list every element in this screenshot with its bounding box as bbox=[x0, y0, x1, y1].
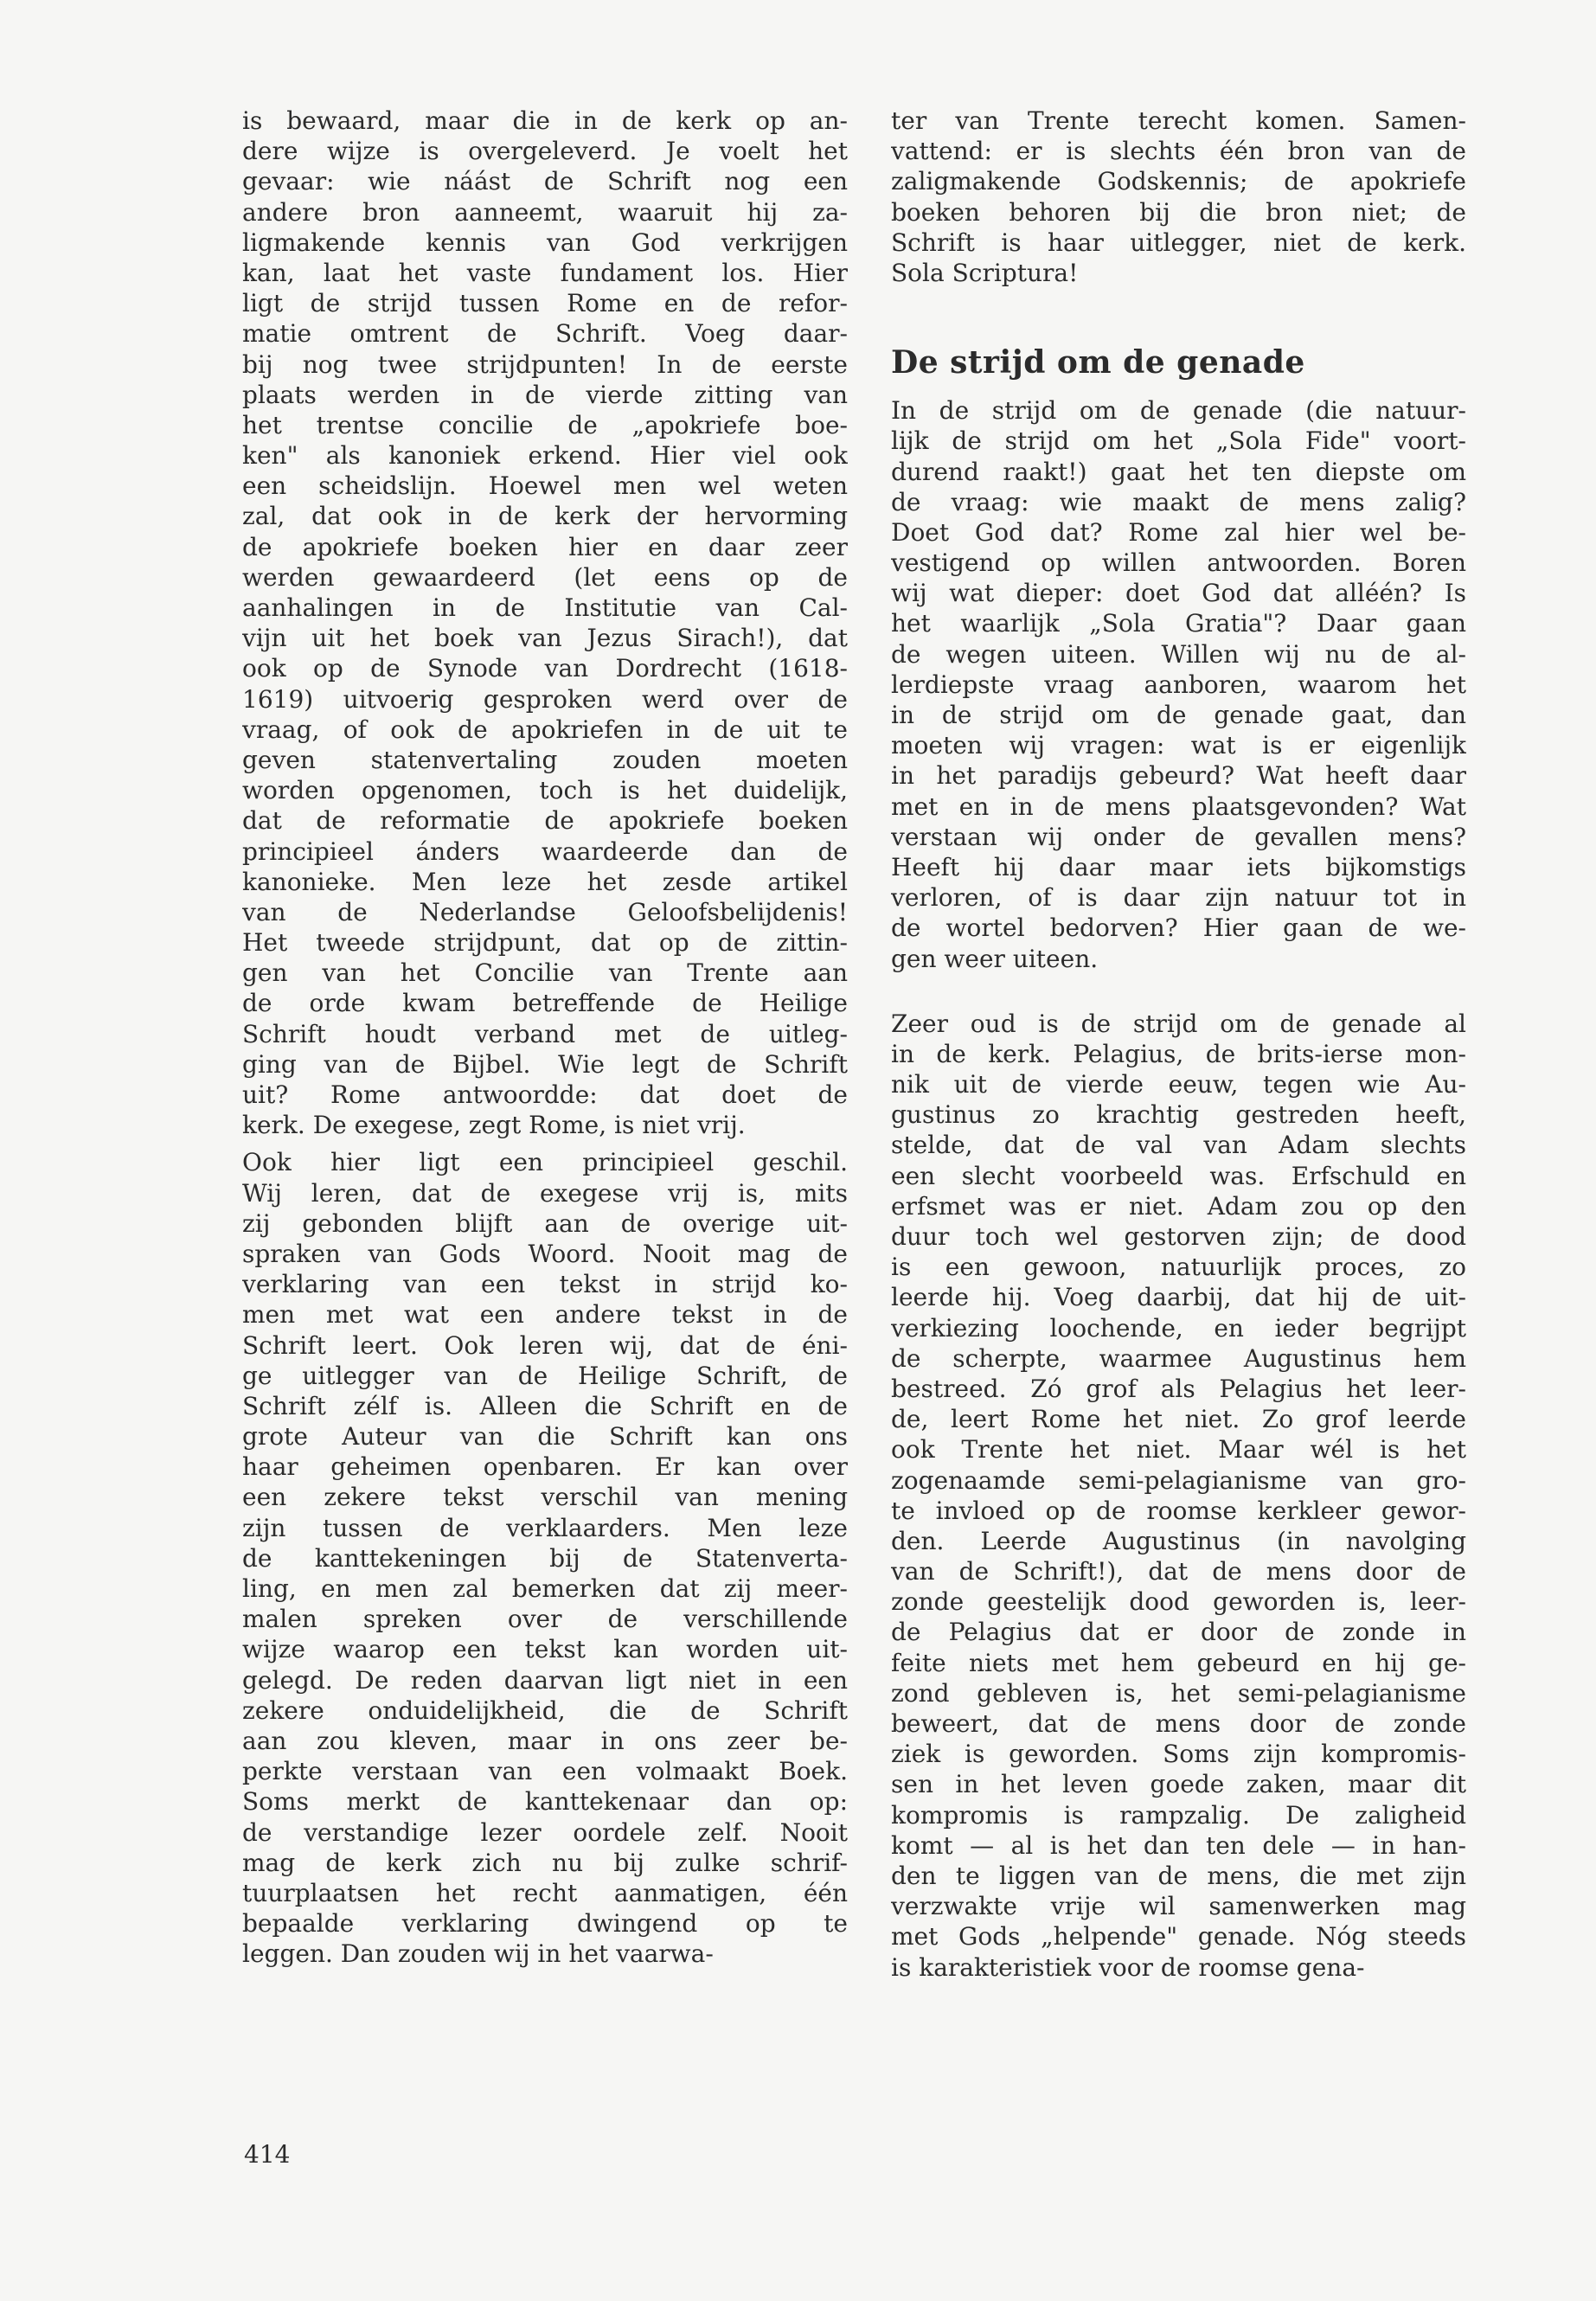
text-line: wij wat dieper: doet God dat alléén? Is bbox=[891, 579, 1466, 608]
text-line: Het tweede strijdpunt, dat op de zittin- bbox=[242, 928, 848, 958]
text-line: de kanttekeningen bij de Statenverta- bbox=[242, 1543, 848, 1573]
text-line: Schrift leert. Ook leren wij, dat de éni- bbox=[242, 1330, 848, 1360]
text-line: kerk. De exegese, zegt Rome, is niet vrij. bbox=[242, 1111, 746, 1140]
text-line: zekere onduidelijkheid, die de Schrift bbox=[242, 1695, 848, 1725]
text-line: de orde kwam betreffende de Heilige bbox=[242, 989, 848, 1018]
text-line: de wegen uiteen. Willen wij nu de al- bbox=[891, 639, 1466, 669]
text-line: verkiezing loochende, en ieder begrijpt bbox=[891, 1313, 1466, 1343]
text-line: Heeft hij daar maar iets bijkomstigs bbox=[891, 852, 1466, 881]
text-line: de scherpte, waarmee Augustinus hem bbox=[891, 1343, 1466, 1373]
text-line: 1619) uitvoerig gesproken werd over de bbox=[242, 684, 848, 714]
text-line: leerde hij. Voeg daarbij, dat hij de uit- bbox=[891, 1283, 1466, 1312]
text-line: verzwakte vrije wil samenwerken mag bbox=[891, 1892, 1466, 1921]
text-line: het trentse concilie de „apokriefe boe- bbox=[242, 410, 848, 439]
text-line: stelde, dat de val van Adam slechts bbox=[891, 1131, 1466, 1160]
text-line: ging van de Bijbel. Wie legt de Schrift bbox=[242, 1049, 848, 1079]
text-line: in de strijd om de genade gaat, dan bbox=[891, 701, 1466, 729]
text-line: durend raakt!) gaat het ten diepste om bbox=[891, 457, 1466, 486]
text-line: het waarlijk „Sola Gratia"? Daar gaan bbox=[891, 609, 1466, 638]
text-line: van de Schrift!), dat de mens door de bbox=[891, 1557, 1466, 1586]
text-line: is bewaard, maar die in de kerk op an- bbox=[242, 106, 848, 135]
text-line: geven statenvertaling zouden moeten bbox=[242, 745, 848, 774]
text-line: dere wijze is overgeleverd. Je voelt het bbox=[242, 137, 848, 166]
text-line: Ook hier ligt een principieel geschil. bbox=[242, 1148, 848, 1177]
text-line: duur toch wel gestorven zijn; de dood bbox=[891, 1222, 1466, 1251]
text-line: mag de kerk zich nu bij zulke schrif- bbox=[242, 1848, 848, 1877]
text-line: een slecht voorbeeld was. Erfschuld en bbox=[891, 1161, 1466, 1190]
text-line: uit? Rome antwoordde: dat doet de bbox=[242, 1080, 848, 1109]
text-line: aan zou kleven, maar in ons zeer be- bbox=[242, 1726, 848, 1755]
text-line: vijn uit het boek van Jezus Sirach!), dat bbox=[242, 624, 848, 653]
text-line: In de strijd om de genade (die natuur- bbox=[891, 396, 1466, 426]
text-line: plaats werden in de vierde zitting van bbox=[242, 380, 848, 409]
text-line: de Pelagius dat er door de zonde in bbox=[891, 1618, 1466, 1647]
text-line: is een gewoon, natuurlijk proces, zo bbox=[891, 1253, 1466, 1282]
text-line: de wortel bedorven? Hier gaan de we- bbox=[891, 913, 1466, 943]
text-line: haar geheimen openbaren. Er kan over bbox=[242, 1452, 848, 1482]
text-line: tuurplaatsen het recht aanmatigen, één bbox=[242, 1878, 848, 1907]
paragraph bbox=[242, 1147, 848, 1969]
text-line: verloren, of is daar zijn natuur tot in bbox=[891, 883, 1466, 913]
text-line: Schrift houdt verband met de uitleg- bbox=[242, 1019, 848, 1048]
text-line: Sola Scriptura! bbox=[891, 258, 1079, 287]
text-line: zonde geestelijk dood geworden is, leer- bbox=[891, 1587, 1466, 1617]
text-line: kanonieke. Men leze het zesde artikel bbox=[242, 867, 848, 896]
text-line: verstaan wij onder de gevallen mens? bbox=[891, 822, 1466, 851]
paragraph bbox=[891, 395, 1466, 974]
page-number: 414 bbox=[244, 2140, 291, 2169]
text-line: Wij leren, dat de exegese vrij is, mits bbox=[242, 1178, 848, 1208]
text-line: den. Leerde Augustinus (in navolging bbox=[891, 1526, 1466, 1555]
text-line: zij gebonden blijft aan de overige uit- bbox=[242, 1208, 848, 1238]
text-line: kompromis is rampzalig. De zaligheid bbox=[891, 1800, 1466, 1830]
paragraph bbox=[891, 1009, 1466, 1983]
text-line: ge uitlegger van de Heilige Schrift, de bbox=[242, 1361, 848, 1390]
text-line: de, leert Rome het niet. Zo grof leerde bbox=[891, 1405, 1466, 1434]
text-line: principieel ánders waardeerde dan de bbox=[242, 836, 848, 866]
text-line: bepaalde verklaring dwingend op te bbox=[242, 1909, 848, 1939]
text-line: moeten wij vragen: wat is er eigenlijk bbox=[891, 731, 1466, 760]
text-line: de apokriefe boeken hier en daar zeer bbox=[242, 532, 848, 561]
text-line: de vraag: wie maakt de mens zalig? bbox=[891, 487, 1466, 516]
text-line: zijn tussen de verklaarders. Men leze bbox=[242, 1513, 848, 1542]
text-line: een scheidslijn. Hoewel men wel weten bbox=[242, 471, 848, 501]
text-line: de verstandige lezer oordele zelf. Nooit bbox=[242, 1817, 848, 1847]
text-line: Doet God dat? Rome zal hier wel be- bbox=[891, 517, 1466, 547]
text-line: met en in de mens plaatsgevonden? Wat bbox=[891, 792, 1466, 821]
text-line: spraken van Gods Woord. Nooit mag de bbox=[242, 1239, 848, 1268]
text-line: dat de reformatie de apokriefe boeken bbox=[242, 806, 848, 836]
text-line: Zeer oud is de strijd om de genade al bbox=[891, 1009, 1466, 1038]
section-heading: De strijd om de genade bbox=[891, 344, 1305, 381]
text-line: andere bron aanneemt, waaruit hij za- bbox=[242, 197, 848, 227]
text-line: erfsmet was er niet. Adam zou op den bbox=[891, 1191, 1466, 1221]
text-line: feite niets met hem gebeurd en hij ge- bbox=[891, 1648, 1466, 1677]
text-line: zal, dat ook in de kerk der hervorming bbox=[242, 502, 848, 531]
text-line: verklaring van een tekst in strijd ko- bbox=[242, 1270, 848, 1299]
text-line: ook Trente het niet. Maar wél is het bbox=[891, 1435, 1466, 1465]
text-line: zond gebleven is, het semi-pelagianisme bbox=[891, 1678, 1466, 1708]
text-line: gelegd. De reden daarvan ligt niet in een bbox=[242, 1665, 848, 1695]
text-line: ken" als kanoniek erkend. Hier viel ook bbox=[242, 441, 848, 471]
text-line: werden gewaardeerd (let eens op de bbox=[242, 562, 848, 592]
text-line: kan, laat het vaste fundament los. Hier bbox=[242, 258, 848, 287]
text-line: lerdiepste vraag aanboren, waarom het bbox=[891, 670, 1466, 699]
text-line: gustinus zo krachtig gestreden heeft, bbox=[891, 1100, 1466, 1130]
text-line: gen weer uiteen. bbox=[891, 944, 1099, 973]
text-line: den te liggen van de mens, die met zijn bbox=[891, 1861, 1466, 1890]
text-line: aanhalingen in de Institutie van Cal- bbox=[242, 593, 848, 622]
text-line: Soms merkt de kanttekenaar dan op: bbox=[242, 1787, 848, 1817]
text-line: zaligmakende Godskennis; de apokriefe bbox=[891, 167, 1466, 196]
text-line: gevaar: wie náást de Schrift nog een bbox=[242, 167, 848, 196]
text-line: malen spreken over de verschillende bbox=[242, 1605, 848, 1634]
text-line: zogenaamde semi-pelagianisme van gro- bbox=[891, 1465, 1466, 1495]
right-column bbox=[891, 106, 1466, 1983]
text-line: bij nog twee strijdpunten! In de eerste bbox=[242, 349, 848, 379]
text-line: sen in het leven goede zaken, maar dit bbox=[891, 1770, 1466, 1799]
text-line: wijze waarop een tekst kan worden uit- bbox=[242, 1635, 848, 1664]
left-column bbox=[242, 106, 848, 1969]
text-line: vraag, of ook de apokriefen in de uit te bbox=[242, 715, 848, 744]
text-line: in het paradijs gebeurd? Wat heeft daar bbox=[891, 761, 1466, 791]
text-line: lijk de strijd om het „Sola Fide" voort- bbox=[891, 426, 1466, 456]
text-line: een zekere tekst verschil van mening bbox=[242, 1483, 848, 1512]
text-line: ter van Trente terecht komen. Samen- bbox=[891, 106, 1466, 135]
text-line: leggen. Dan zouden wij in het vaarwa- bbox=[242, 1939, 714, 1969]
text-line: worden opgenomen, toch is het duidelijk, bbox=[242, 776, 848, 805]
text-line: vestigend op willen antwoorden. Boren bbox=[891, 548, 1466, 578]
text-line: van de Nederlandse Geloofsbelijdenis! bbox=[242, 897, 848, 926]
text-line: ook op de Synode van Dordrecht (1618- bbox=[242, 654, 848, 683]
text-line: vattend: er is slechts één bron van de bbox=[891, 137, 1466, 166]
text-line: gen van het Concilie van Trente aan bbox=[242, 958, 848, 988]
text-line: grote Auteur van die Schrift kan ons bbox=[242, 1422, 848, 1452]
text-line: Schrift is haar uitlegger, niet de kerk. bbox=[891, 228, 1466, 257]
text-line: komt — al is het dan ten dele — in han- bbox=[891, 1830, 1466, 1860]
paragraph bbox=[242, 106, 848, 1140]
text-line: te invloed op de roomse kerkleer gewor- bbox=[891, 1496, 1466, 1525]
text-line: ziek is geworden. Soms zijn kompromis- bbox=[891, 1740, 1466, 1769]
text-line: ligmakende kennis van God verkrijgen bbox=[242, 228, 848, 257]
text-line: is karakteristiek voor de roomse gena- bbox=[891, 1952, 1365, 1982]
text-line: met Gods „helpende" genade. Nóg steeds bbox=[891, 1922, 1466, 1952]
text-line: beweert, dat de mens door de zonde bbox=[891, 1709, 1466, 1738]
text-line: bestreed. Zó grof als Pelagius het leer- bbox=[891, 1374, 1466, 1403]
text-line: ling, en men zal bemerken dat zij meer- bbox=[242, 1574, 848, 1603]
text-line: ligt de strijd tussen Rome en de refor- bbox=[242, 289, 848, 318]
paragraph bbox=[891, 106, 1466, 288]
text-line: perkte verstaan van een volmaakt Boek. bbox=[242, 1757, 848, 1786]
text-line: nik uit de vierde eeuw, tegen wie Au- bbox=[891, 1070, 1466, 1099]
text-line: in de kerk. Pelagius, de brits-ierse mon- bbox=[891, 1039, 1466, 1068]
text-line: Schrift zélf is. Alleen die Schrift en de bbox=[242, 1391, 848, 1420]
text-line: matie omtrent de Schrift. Voeg daar- bbox=[242, 319, 848, 349]
text-line: boeken behoren bij die bron niet; de bbox=[891, 197, 1466, 227]
text-line: men met wat een andere tekst in de bbox=[242, 1300, 848, 1330]
